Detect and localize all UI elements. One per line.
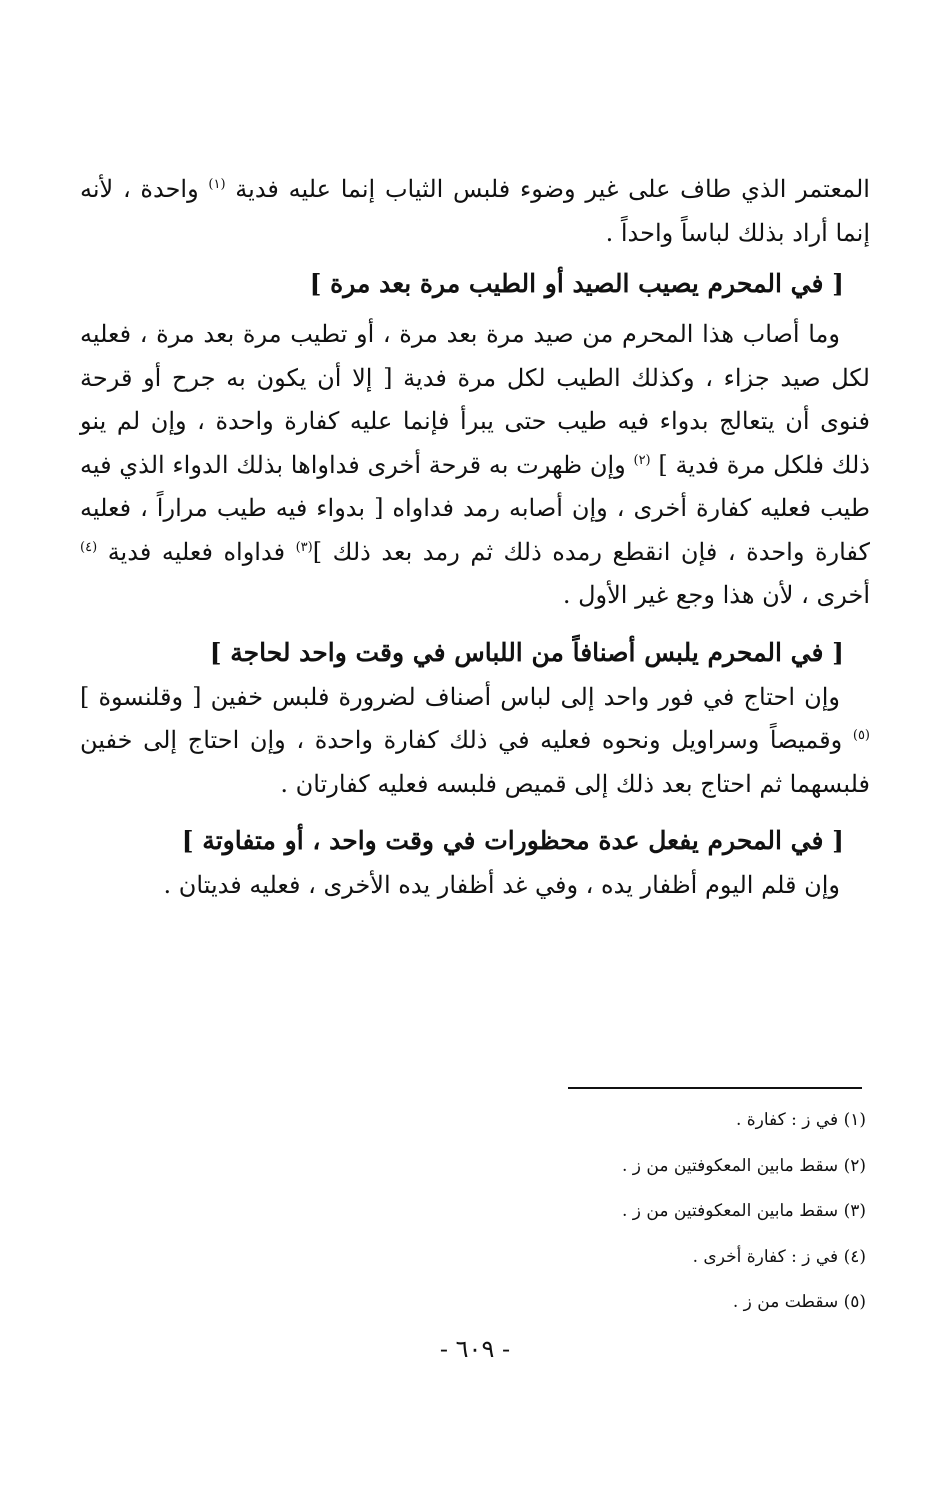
paragraph-2-text-d: أخرى ، لأن هذا وجع غير الأول . bbox=[562, 581, 870, 609]
section-heading-hunting-perfume: [ في المحرم يصيب الصيد أو الطيب مرة بعد مرة ] bbox=[309, 269, 844, 298]
paragraph-1 bbox=[80, 168, 870, 255]
footnote-ref-4[interactable]: (٤) bbox=[80, 539, 98, 555]
paragraph-3-text-b: وقميصاً وسراويل ونحوه فعليه في ذلك كفارة واحدة ، وإن احتاج إلى خفين فلبسهما ثم احتاج بعد ذلك إلى قميص فلبسه فعليه كفارتان . bbox=[80, 726, 870, 798]
footnote-ref-2[interactable]: (٢) bbox=[633, 452, 651, 468]
paragraph-2 bbox=[80, 313, 870, 618]
paragraph-2-text-c: فداواه فعليه فدية bbox=[107, 537, 286, 566]
footnote-4: (٤) في ز : كفارة أخرى . bbox=[692, 1246, 866, 1267]
section-heading-clothing: [ في المحرم يلبس أصنافاً من اللباس في وقت واحد لحاجة ] bbox=[209, 637, 844, 667]
paragraph-2-text-a: وما أصاب هذا المحرم من صيد مرة بعد مرة ، أو تطيب مرة بعد مرة ، فعليه لكل صيد جزاء ، وكذلك الطيب لكل مرة فدية [ إلا أن يكون به جرح أو قرحة فنوى أن يتعالج بدواء فيه طيب حتى يبرأ فإنما عليه كفارة واحدة ، وإن لم ينو ذلك فلكل مرة فدية ] bbox=[80, 320, 870, 479]
page-number: - ٦٠٩ - bbox=[439, 1335, 511, 1363]
footnote-ref-3[interactable]: (٣) bbox=[295, 539, 313, 555]
paragraph-2-text-b: وإن ظهرت به قرحة أخرى فداواها بذلك الدواء الذي فيه طيب فعليه كفارة أخرى ، وإن أصابه رمد فداواه [ بدواء فيه طيب مراراً ، فعليه كفارة واحدة ، فإن انقطع رمده ذلك ثم رمد بعد ذلك ] bbox=[80, 450, 870, 566]
page-body bbox=[80, 168, 870, 908]
footnote-5: (٥) سقطت من ز . bbox=[732, 1292, 866, 1312]
paragraph-3 bbox=[80, 676, 870, 807]
footnote-ref-1[interactable]: (١) bbox=[208, 177, 226, 192]
paragraph-3-text-a: وإن احتاج في فور واحد إلى لباس أصناف لضرورة فلبس خفين [ وقلنسوة ] bbox=[80, 682, 841, 711]
footnote-3: (٣) سقط مابين المعكوفتين من ز . bbox=[622, 1201, 866, 1221]
paragraph-1-text-a: المعتمر الذي طاف على غير وضوء فلبس الثياب إنما عليه فدية bbox=[235, 175, 870, 203]
footnote-2: (٢) سقط مابين المعكوفتين من ز . bbox=[622, 1155, 866, 1176]
footnotes bbox=[306, 1098, 866, 1326]
paragraph-1-text-b: واحدة ، لأنه إنما أراد بذلك لباساً واحداً . bbox=[80, 175, 870, 247]
footnote-divider bbox=[568, 1087, 862, 1089]
paragraph-4: وإن قلم اليوم أظفار يده ، وفي غد أظفار يده الأخرى ، فعليه فديتان . bbox=[163, 871, 840, 899]
footnote-1: (١) في ز : كفارة . bbox=[735, 1110, 866, 1130]
footnote-ref-5[interactable]: (٥) bbox=[852, 728, 870, 743]
section-heading-multiple-prohibitions: [ في المحرم يفعل عدة محظورات في وقت واحد ، أو متفاوتة ] bbox=[181, 826, 844, 855]
